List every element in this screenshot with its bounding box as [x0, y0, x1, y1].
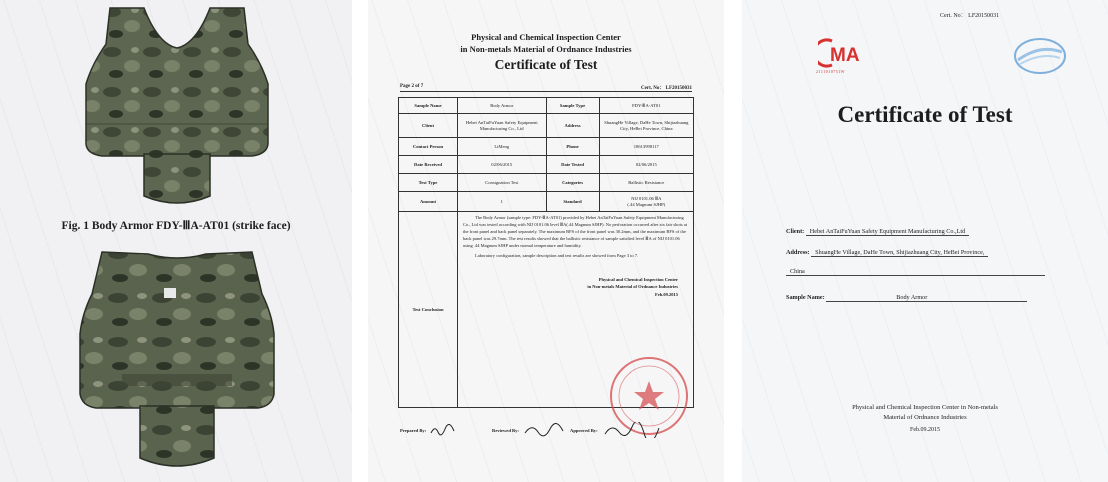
sample-name-field — [786, 294, 1027, 301]
issuer-line2: Material of Ordnance Industries — [883, 414, 967, 421]
stamp-caption-line2: in Non-metals Material of Ordnance Industries — [587, 284, 678, 290]
address-value-line1: ShuangHe Village, DaHe Town, Shijiazhuang City, HeBei Province, — [811, 249, 988, 257]
stamp-caption — [463, 276, 678, 299]
prepared-by-label: Prepared By: — [400, 428, 427, 433]
reviewed-signature — [524, 423, 564, 437]
accreditation-logo — [1012, 36, 1068, 76]
client-value: Hebei AnTaiFuYuan Safety Equipment Manufacturing Co., Ltd — [458, 114, 547, 138]
cert-number: Cert. No： LF20150031 — [940, 13, 1000, 19]
standard-value-line2: (.44 Magnum SJHP) — [627, 201, 666, 207]
amount-label: Amount — [399, 192, 458, 212]
certificate-title: Certificate of Test — [837, 102, 1013, 127]
sample-name-value: Body Armor — [826, 294, 1027, 302]
body-armor-back-photo — [62, 244, 292, 476]
cma-mark-text: MA — [830, 45, 860, 66]
approved-signature — [604, 422, 660, 438]
test-type-value: Consignation Test — [458, 174, 547, 192]
client-field — [786, 228, 969, 235]
conclusion-label: Test Conclusion — [399, 212, 458, 408]
figure-caption: Fig. 1 Body Armor FDY-ⅢA-AT01 (strike face) — [61, 220, 291, 232]
sample-type-value: FDY-ⅢA-AT01 — [599, 98, 693, 114]
issuer-line1: Physical and Chemical Inspection Center in Non-metals — [852, 404, 998, 411]
body-armor-front-photo — [62, 4, 292, 209]
prepared-signature — [430, 424, 456, 436]
table-row — [399, 138, 694, 156]
armor-photo-panel — [0, 0, 352, 482]
sample-name-value: Body Armor — [458, 98, 547, 114]
phone-label: Phone — [546, 138, 599, 156]
reviewed-by-label: Reviewed By: — [492, 428, 519, 433]
divider — [400, 91, 692, 92]
sample-name-label: Sample Name: — [786, 294, 825, 301]
date-received-value: 02/06/2015 — [458, 156, 547, 174]
conclusion-paragraph-2: Laboratory configuration, sample description and test results are showed from Page 3 to 7. — [475, 252, 639, 258]
cma-logo — [818, 38, 872, 68]
page-info-row — [400, 84, 692, 89]
address-field-continued — [786, 268, 1045, 275]
standard-value-line1: NIJ 0101.06 ⅢA — [631, 195, 662, 201]
cert-number: Cert. No： LF20150031 — [641, 86, 692, 91]
standard-value — [599, 192, 693, 212]
certificate-page-2 — [368, 0, 724, 482]
categories-value: Ballistic Resistance — [599, 174, 693, 192]
table-row — [399, 174, 694, 192]
certificate-cover-page — [742, 0, 1108, 482]
page-indicator: Page 2 of 7 — [400, 84, 424, 89]
standard-label: Standard — [546, 192, 599, 212]
institution-header-line1: Physical and Chemical Inspection Center — [471, 32, 621, 42]
address-label: Address: — [786, 249, 810, 256]
cma-number: 2111010751W — [816, 69, 845, 74]
issue-date: Feb.09.2015 — [910, 427, 940, 433]
address-value-line2: China — [786, 268, 1045, 276]
sample-name-label: Sample Name — [399, 98, 458, 114]
contact-label: Contact Person — [399, 138, 458, 156]
address-field — [786, 249, 988, 256]
institution-header-line2: in Non-metals Material of Ordnance Industries — [460, 44, 632, 54]
client-label: Client — [399, 114, 458, 138]
table-row — [399, 156, 694, 174]
date-received-label: Date Received — [399, 156, 458, 174]
conclusion-paragraph-1: The Body Armor (sample type: FDY-ⅢA-AT01) provided by Hebei AnTaiFuYuan Safety Equipment Manufacturing Co., Ltd was tested according with NIJ 0101.06 level ⅢA(.44 Magnum SJHP). No perforation occurred after six fair shots at the front panel and back panel separately. The maximum BFS of the front panel was 30.2mm, and the maximum BFS of the back panel was 29.7mm. The test results showed that the ballistic resistance of sample satisfied level ⅢA of NIJ 0101.06 using .44 Magnum SJHP under normal temperature and humidity. — [463, 215, 688, 248]
address-label: Address — [546, 114, 599, 138]
date-tested-label: Date Tested — [546, 156, 599, 174]
categories-label: Categories — [546, 174, 599, 192]
test-type-label: Test Type — [399, 174, 458, 192]
stamp-caption-date: Feb.09.2015 — [655, 292, 678, 298]
stamp-caption-line1: Physical and Chemical Inspection Center — [598, 276, 678, 282]
table-row — [399, 192, 694, 212]
contact-value: LiMeng — [458, 138, 547, 156]
amount-value: 1 — [458, 192, 547, 212]
client-label: Client: — [786, 228, 805, 235]
date-tested-value: 02/06/2015 — [599, 156, 693, 174]
address-value: ShuangHe Village, DaHe Town, Shijiazhuang City, HeBei Province, China — [599, 114, 693, 138]
certificate-title: Certificate of Test — [494, 57, 598, 72]
client-value: Hebei AnTaiFuYuan Safety Equipment Manufacturing Co.,Ltd — [806, 228, 969, 236]
table-row — [399, 114, 694, 138]
sample-type-label: Sample Type — [546, 98, 599, 114]
phone-value: 18613998117 — [599, 138, 693, 156]
approved-by-label: Approved By: — [570, 428, 598, 433]
table-row — [399, 98, 694, 114]
